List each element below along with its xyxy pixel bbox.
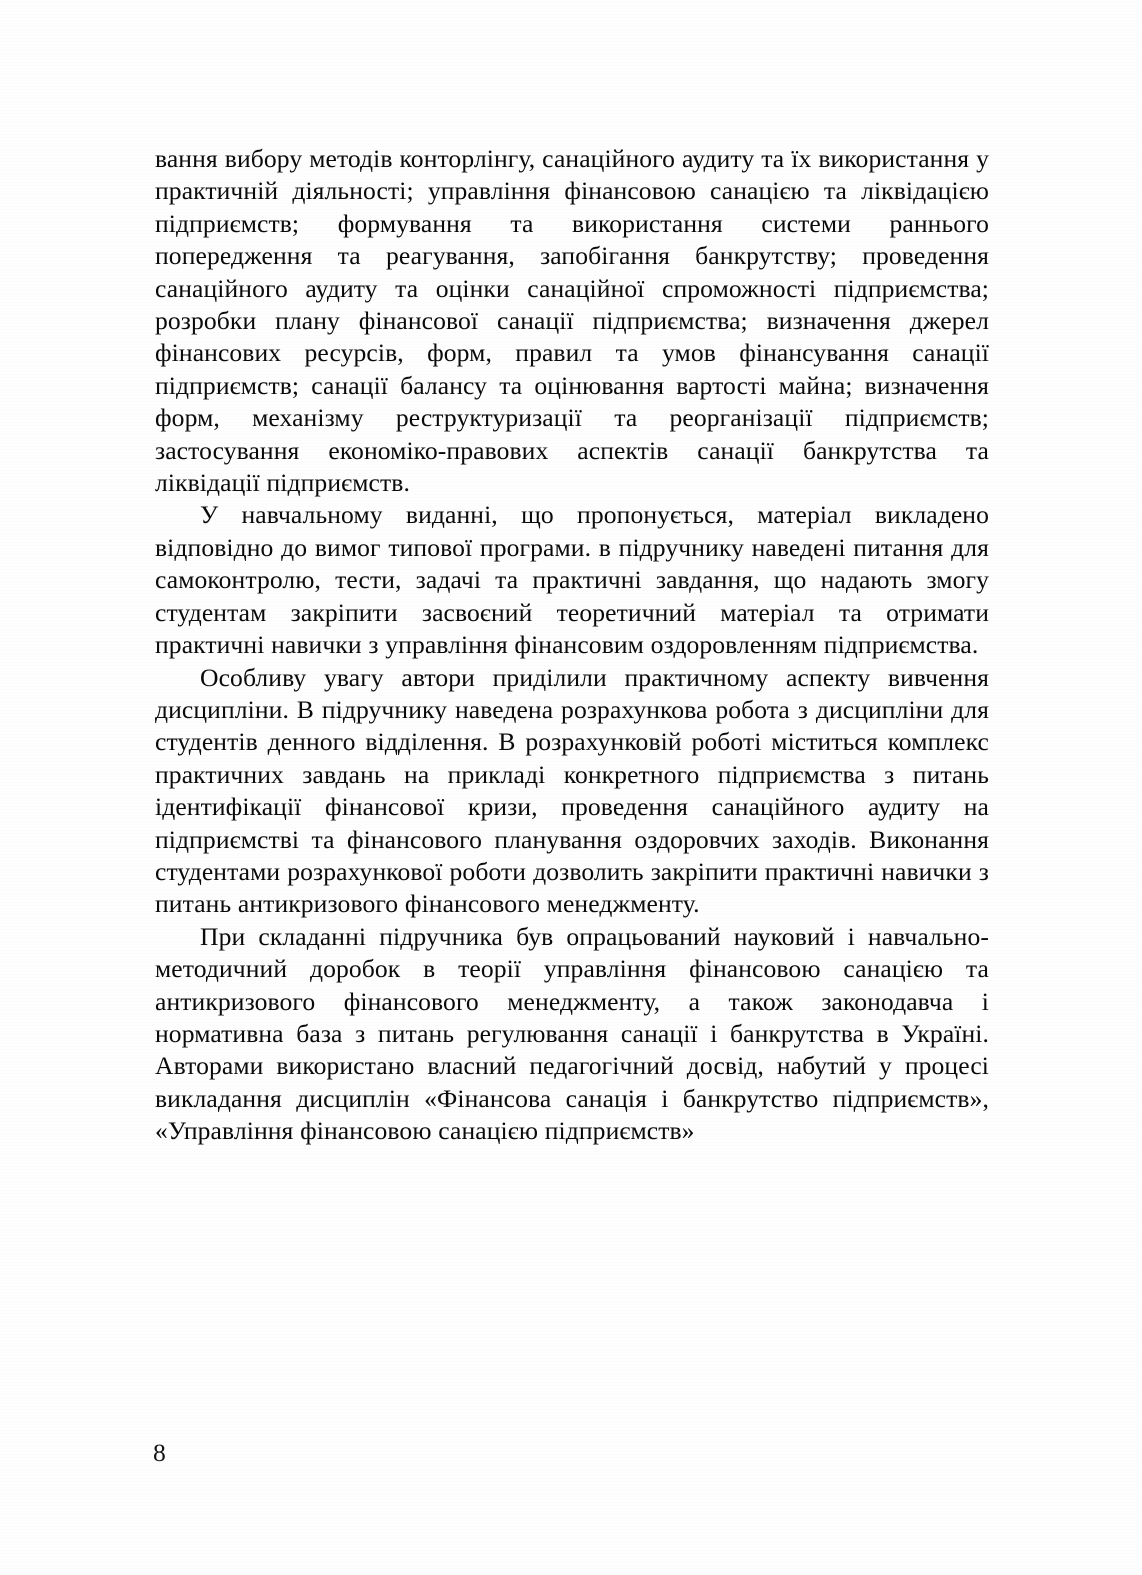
paragraph-navchalne-vydannia: У навчальному виданні, що пропонується, матеріал викладено відповідно до вимог типової програми. в підручнику наведені питання для самоконтролю, тести, задачі та практичні завдання, що надають змогу студентам закріпити засвоєний теоретичний матеріал та отримати практичні навички з управління фінансовим оздоровленням підприємства. <box>155 500 989 660</box>
paragraph-osoblyvu-uvahu: Особливу увагу автори приділили практичному аспекту вивчення дисципліни. В підручнику наведена розрахункова робота з дисципліни для студентів денного відділення. В розрахунковій роботі міститься комплекс практичних завдань на прикладі конкретного підприємства з питань ідентифікації фінансової кризи, проведення санаційного аудиту на підприємстві та фінансового планування оздоровчих заходів. Виконання студентами розрахункової роботи дозволить закріпити практичні навички з питань антикризового фінансового менеджменту. <box>155 662 989 919</box>
paragraph-continuation: вання вибору методів конторлінгу, санаційного аудиту та їх використання у практичній діяльності; управління фінансовою санацією та ліквідацією підприємств; формування та використання системи раннього попередження та реагування, запобігання банкрутству; проведення санаційного аудиту та оцінки санаційної спроможності підприємства; розробки плану фінансової санації підприємства; визначення джерел фінансових ресурсів, форм, правил та умов фінансування санації підприємств; санації балансу та оцінювання вартості майна; визначення форм, механізму реструктуризації та реорганізації підприємств; застосування економіко-правових аспектів санації банкрутства та ліквідації підприємств. <box>155 144 989 498</box>
body-text-column <box>155 143 989 1148</box>
paragraph-pry-skladanni: При складанні підручника був опрацьований науковий і навчально-методичний доробок в теорії управління фінансовою санацією та антикризового фінансового менеджменту, а також законодавча і нормативна база з питань регулювання санації і банкрутства в Україні. Авторами використано власний педагогічний досвід, набутий у процесі викладання дисциплін «Фінансова санація і банкрутство підприємств», «Управління фінансовою санацією підприємств» <box>155 921 989 1146</box>
page-number: 8 <box>153 1438 166 1467</box>
